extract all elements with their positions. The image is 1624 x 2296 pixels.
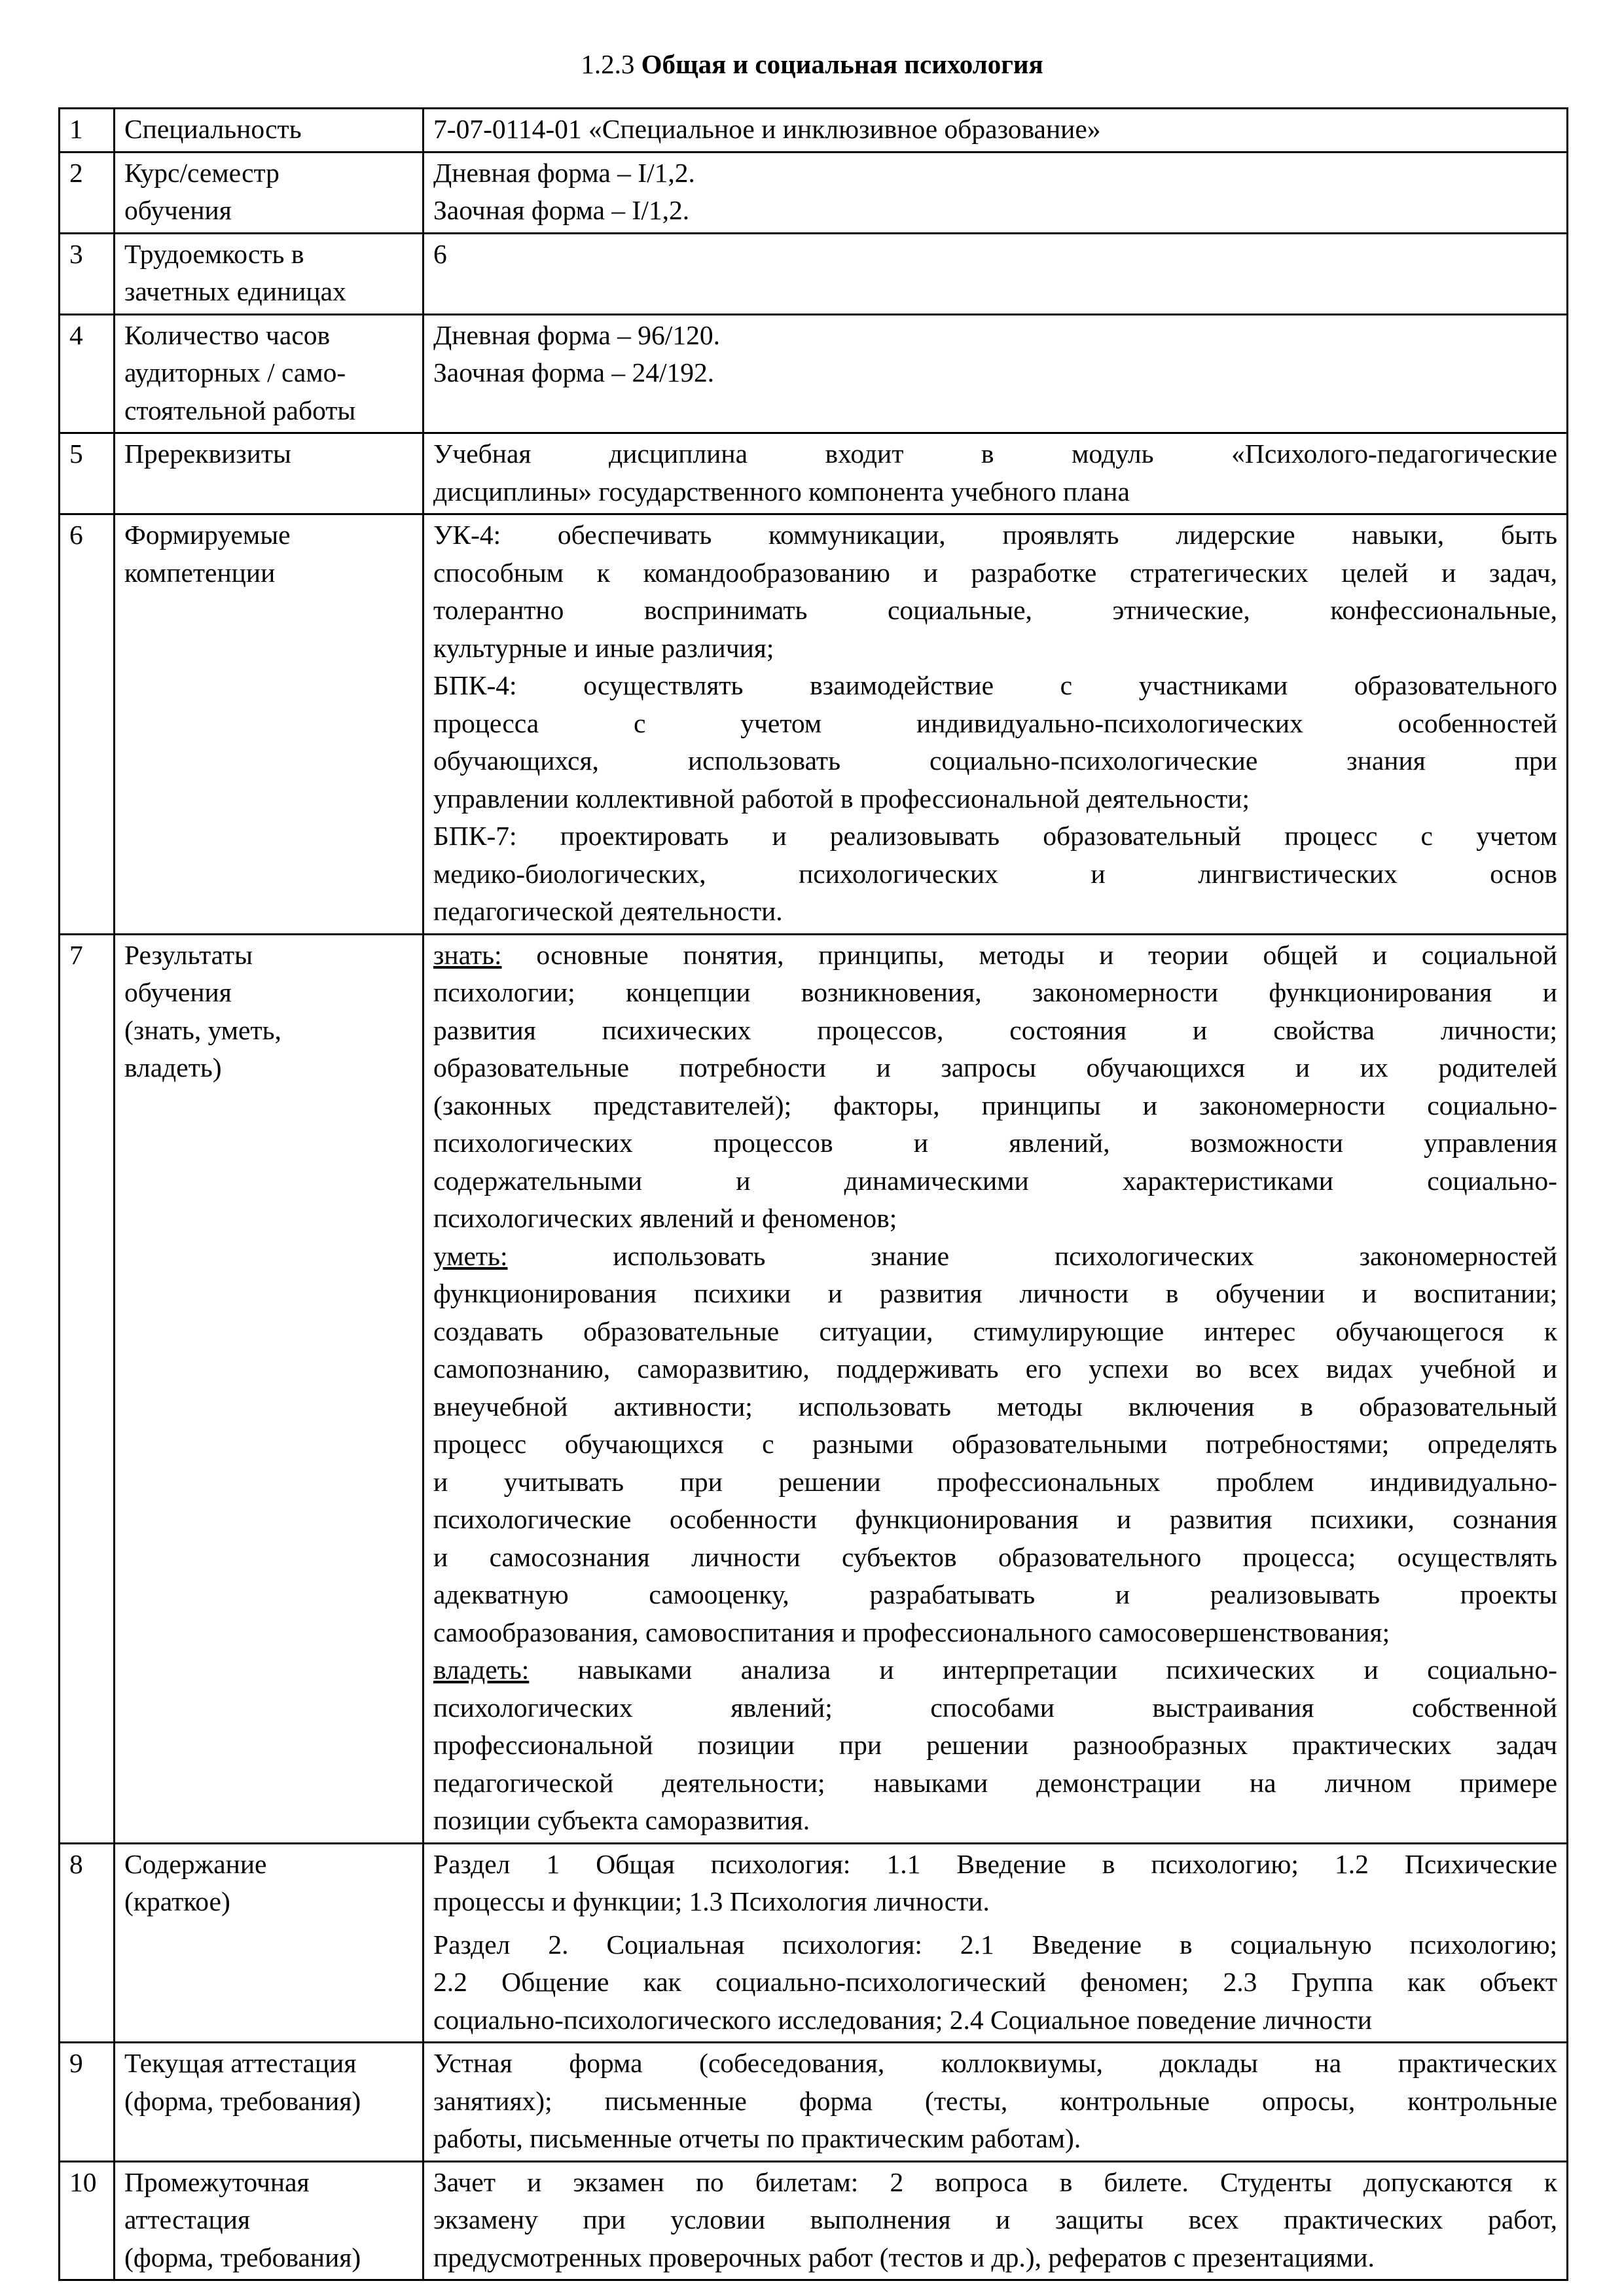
value-line: психологических явлений; способами выстраивания собственной [433, 1692, 1557, 1723]
row-value [424, 314, 1568, 433]
value-line: Раздел 1 Общая психология: 1.1 Введение в психологию; 1.2 Психические [433, 1848, 1557, 1879]
value-line: адекватную самооценку, разрабатывать и реализовывать проекты [433, 1579, 1557, 1609]
row-label [115, 233, 424, 314]
know-first-text: основные понятия, принципы, методы и теории общей и социальной [501, 939, 1557, 970]
value-line: БПК-4: осуществлять взаимодействие с участниками образовательного [433, 670, 1557, 700]
value-line: Зачет и экзамен по билетам: 2 вопроса в билете. Студенты допускаются к [433, 2166, 1557, 2197]
value-line: позиции субъекта саморазвития. [433, 1805, 810, 1835]
value-line: БПК-7: проектировать и реализовывать образовательный процесс с учетом [433, 821, 1557, 851]
value-line: Раздел 2. Социальная психология: 2.1 Введение в социальную психологию; [433, 1929, 1557, 1960]
own-first-text: навыками анализа и интерпретации психических и социально- [529, 1655, 1557, 1685]
row-label [115, 514, 424, 935]
row-value [424, 109, 1568, 152]
row-value [424, 514, 1568, 935]
label-line: стоятельной работы [124, 395, 356, 425]
row-label [115, 109, 424, 152]
row-number: 10 [60, 2161, 115, 2280]
value-line: занятиях); письменные форма (тесты, контрольные опросы, контрольные [433, 2085, 1557, 2116]
label-line: Содержание [124, 1848, 267, 1879]
label-line: владеть) [124, 1052, 222, 1083]
row-number: 1 [60, 109, 115, 152]
value-line: Устная форма (собеседования, коллоквиумы, доклады на практических [433, 2048, 1557, 2078]
row-number: 2 [60, 152, 115, 233]
value-line: обучающихся, использовать социально-психологические знания при [433, 745, 1557, 776]
know-first-line [433, 937, 1557, 975]
label-line: Специальность [124, 114, 302, 144]
row-number: 8 [60, 1843, 115, 2043]
value-line: самопознанию, саморазвитию, поддерживать его успехи во всех видах учебной и [433, 1354, 1557, 1384]
value-line: дисциплины» государственного компонента учебного плана [433, 476, 1130, 507]
label-line: Промежуточная [124, 2166, 310, 2197]
table-row [60, 433, 1568, 514]
value-line: процесса с учетом индивидуально-психологических особенностей [433, 708, 1557, 738]
value-line: психологических явлений и феноменов; [433, 1203, 897, 1233]
label-line: аудиторных / само- [124, 357, 346, 387]
table-row [60, 1843, 1568, 2043]
row-value [424, 1843, 1568, 2043]
value-line: образовательные потребности и запросы обучающихся и их родителей [433, 1052, 1557, 1083]
row-label [115, 152, 424, 233]
own-first-line [433, 1651, 1557, 1689]
label-line: обучения [124, 195, 232, 225]
value-line: самообразования, самовоспитания и профессионального самосовершенствования; [433, 1617, 1390, 1647]
label-line: Результаты [124, 939, 253, 970]
label-line: Курс/семестр [124, 157, 280, 188]
label-line: Текущая аттестация [124, 2048, 357, 2078]
row-value [424, 2161, 1568, 2280]
value-line: УК-4: обеспечивать коммуникации, проявлять лидерские навыки, быть [433, 520, 1557, 550]
row-number: 4 [60, 314, 115, 433]
value-line: функционирования психики и развития личности в обучении и воспитании; [433, 1278, 1557, 1308]
value-line: психологии; концепции возникновения, закономерности функционирования и [433, 977, 1557, 1007]
value-line: создавать образовательные ситуации, стимулирующие интерес обучающегося к [433, 1316, 1557, 1346]
label-line: зачетных единицах [124, 276, 346, 306]
row-label [115, 433, 424, 514]
value-line: (законных представителей); факторы, принципы и закономерности социально- [433, 1090, 1557, 1121]
table-row [60, 514, 1568, 935]
table-row [60, 152, 1568, 233]
can-label: уметь: [433, 1240, 508, 1271]
value-line: содержательными и динамическими характеристиками социально- [433, 1165, 1557, 1196]
table-row [60, 934, 1568, 1843]
value-line: предусмотренных проверочных работ (тестов и др.), рефератов с презентациями. [433, 2242, 1375, 2272]
table-row [60, 2043, 1568, 2162]
value-line: 2.2 Общение как социально-психологический феномен; 2.3 Группа как объект [433, 1967, 1557, 1997]
value-line: Дневная форма – 96/120. [433, 319, 720, 350]
value-line: Заочная форма – 24/192. [433, 357, 715, 387]
value-line: развития психических процессов, состояния и свойства личности; [433, 1014, 1557, 1045]
value-line: педагогической деятельности; навыками демонстрации на личном примере [433, 1767, 1557, 1798]
value-line: Учебная дисциплина входит в модуль «Психолого-педагогические [433, 439, 1557, 469]
value-line: педагогической деятельности. [433, 896, 783, 926]
own-label: владеть: [433, 1655, 530, 1685]
value-line: 6 [433, 238, 447, 269]
row-value [424, 233, 1568, 314]
row-number: 7 [60, 934, 115, 1843]
value-line: психологические особенности функционирования и развития психики, сознания [433, 1504, 1557, 1534]
value-line: Дневная форма – I/1,2. [433, 157, 695, 188]
table-row [60, 109, 1568, 152]
value-line: работы, письменные отчеты по практическим работам). [433, 2123, 1081, 2153]
value-line: внеучебной активности; использовать методы включения в образовательный [433, 1391, 1557, 1422]
table-row [60, 2161, 1568, 2280]
value-line: медико-биологических, психологических и лингвистических основ [433, 858, 1557, 889]
label-line: (форма, требования) [124, 2085, 361, 2116]
value-line: 7-07-0114-01 «Специальное и инклюзивное образование» [433, 114, 1101, 144]
row-label [115, 314, 424, 433]
can-first-line [433, 1238, 1557, 1276]
label-line: компетенции [124, 557, 276, 588]
row-label [115, 2043, 424, 2162]
row-number: 6 [60, 514, 115, 935]
value-line: и учитывать при решении профессиональных проблем индивидуально- [433, 1466, 1557, 1497]
row-number: 9 [60, 2043, 115, 2162]
row-number: 3 [60, 233, 115, 314]
row-label [115, 934, 424, 1843]
know-label: знать: [433, 939, 502, 970]
section-number: 1.2.3 [581, 49, 635, 79]
value-line: процессы и функции; 1.3 Психология личности. [433, 1886, 990, 1916]
row-value [424, 2043, 1568, 2162]
row-label [115, 2161, 424, 2280]
discipline-table [58, 107, 1568, 2281]
section-heading: Общая и социальная психология [641, 49, 1043, 79]
row-value [424, 934, 1568, 1843]
section-title [0, 46, 1624, 82]
value-line: социально-психологического исследования; 2.4 Социальное поведение личности [433, 2004, 1372, 2035]
value-line: экзамену при условии выполнения и защиты всех практических работ, [433, 2204, 1557, 2234]
value-line: культурные и иные различия; [433, 632, 774, 663]
value-line: Заочная форма – I/1,2. [433, 195, 690, 225]
table-row [60, 233, 1568, 314]
value-line: толерантно воспринимать социальные, этнические, конфессиональные, [433, 595, 1557, 625]
label-line: (знать, уметь, [124, 1014, 281, 1045]
can-first-text: использовать знание психологических закономерностей [507, 1240, 1557, 1271]
value-line: процесс обучающихся с разными образовательными потребностями; определять [433, 1429, 1557, 1459]
value-line: управлении коллективной работой в профессиональной деятельности; [433, 783, 1250, 814]
label-line: (краткое) [124, 1886, 230, 1916]
value-line: и самосознания личности субъектов образовательного процесса; осуществлять [433, 1541, 1557, 1572]
value-line: психологических процессов и явлений, возможности управления [433, 1128, 1557, 1158]
value-line: способным к командообразованию и разработке стратегических целей и задач, [433, 557, 1557, 588]
row-number: 5 [60, 433, 115, 514]
row-value [424, 433, 1568, 514]
row-value [424, 152, 1568, 233]
label-line: Формируемые [124, 520, 291, 550]
label-line: аттестация [124, 2204, 251, 2234]
label-line: Трудоемкость в [124, 238, 304, 269]
label-line: (форма, требования) [124, 2242, 361, 2272]
value-line: профессиональной позиции при решении разнообразных практических задач [433, 1730, 1557, 1760]
label-line: Количество часов [124, 319, 331, 350]
label-line: Пререквизиты [124, 439, 291, 469]
row-label [115, 1843, 424, 2043]
label-line: обучения [124, 977, 232, 1007]
table-row [60, 314, 1568, 433]
